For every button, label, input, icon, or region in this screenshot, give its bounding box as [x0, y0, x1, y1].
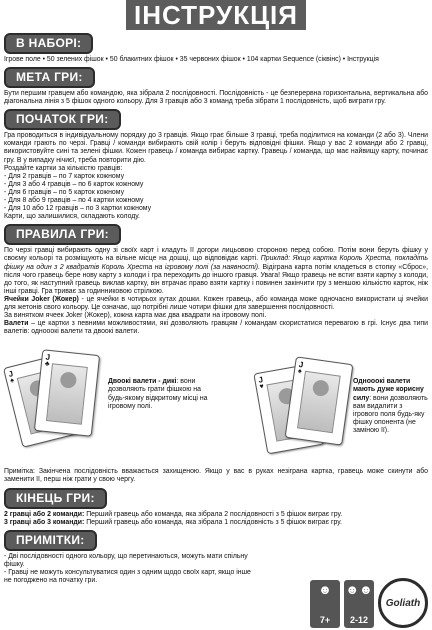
card-rank: J: [45, 352, 51, 363]
one-eyed-text: : вони дозволяють вам видалити з ігрового поля будь-яку фішку опонента (не заміною її).: [353, 394, 428, 434]
deal-item: - Для 8 або 9 гравців – по 4 картки кожному: [4, 197, 144, 205]
end-line-2: [4, 511, 428, 519]
jacks-text: – це картки з певними можливостями, які дозволяють гравцям / командам скористатися перевагою в грі. Існує два типи валетів: однооокі валети та двоокі валети.: [4, 320, 428, 336]
section-notes: [0, 527, 432, 585]
contents-text: Ігрове поле • 50 зелених фішок • 50 блакитних фішок • 35 червоних фішок • 104 картки Sequence (сіквінс) • Інструкція: [4, 56, 379, 63]
section-rules: [0, 221, 432, 484]
rules-text: По черзі гравці вибирають одну зі своїх карт і кладуть її догори лицьовою стороною перед собою. Потім вони беруть фішку у своєму кольорі та розміщують на вільне місце на дошці, що відповідає карті.: [4, 247, 428, 263]
section-header-rules: ПРАВИЛА ГРИ:: [4, 224, 121, 245]
two-eyed-text: : вони дозволяють грати фішкою на будь-якому відкритому місці на ігровому полі.: [108, 378, 208, 410]
goal-text: Бути першим гравцем або командою, яка зібрала 2 послідовності. Послідовність - це безперервна горизонтальна, вертикальна або діагональна лінія з 5 фішок одного кольору. Для 3 гравців або 3 команд треба зібрати 1 послідовність, щоб виграти гру.: [4, 90, 428, 106]
section-header-start: ПОЧАТОК ГРИ:: [4, 109, 121, 130]
deal-item: - Для 6 гравців – по 5 карток кожному: [4, 188, 125, 196]
section-goal: [0, 64, 432, 106]
one-eyed-title: Однооокі валети мають дуже корисну силу: [353, 378, 424, 402]
rules-paragraph-4: [4, 320, 428, 336]
rules-paragraph-2: [4, 296, 428, 312]
spade-icon: ♠: [297, 368, 303, 376]
brand-logo: [378, 578, 428, 628]
jack-face-icon: [46, 364, 88, 425]
section-end: [0, 485, 432, 527]
jacks-label: Валети: [4, 320, 29, 328]
club-icon: ♣: [44, 360, 50, 369]
jack-card-image: [285, 357, 354, 446]
spade-icon: ♠: [9, 377, 15, 386]
card-rank: J: [7, 369, 15, 380]
jack-face-icon: [297, 371, 341, 433]
joker-label: Ячейки Joker (Жокер): [4, 295, 79, 303]
rules-example: Приклад: Якщо картка Король Хреста, покладіть фішку на один з 2 квадратів Король Хреста на ігровому полі (за наявності).: [4, 255, 428, 271]
players-badge: [344, 580, 374, 628]
list-item: - Дві послідовності одного кольору, що перетинаються, можуть мати спільну фішку.: [4, 552, 248, 568]
section-header-end: КІНЕЦЬ ГРИ:: [4, 488, 107, 509]
page-title: [0, 0, 432, 30]
section-header-notes: ПРИМІТКИ:: [4, 530, 97, 551]
brand-text: Goliath: [385, 597, 421, 609]
age-badge: [310, 580, 340, 628]
rules-note: Примітка: Закінчена послідовність вважається захищеною. Якщо у вас в руках незіграна картка, гравець може скинути або заменити її, перш ніж грати у свою чергу.: [4, 468, 428, 484]
heart-icon: ♥: [259, 383, 265, 392]
start-text: Гра проводиться в індивідуальному порядку до 3 гравців. Якщо грає більше 3 гравці, треба поділитися на команди (2 або 3). Члени команди грають по черзі. Гравці / команди вибирають свій колір і беруть відповідні фішки. Якщо у вас 2 команди або 2 гравці, використовуйте сині та зелені фішки. Кожен гравець / команда вибирає картку. Гравець / команда, що має найвищу карту, починає гру. В у випадку нічиєї, треба повторити дію.: [4, 132, 428, 164]
deal-item: - Для 3 або 4 гравців – по 6 карток кожному: [4, 180, 144, 188]
list-item: - Гравці не можуть консультуватися один з одним щодо своїх карт, якщо інше не погоджено на початку гри.: [4, 568, 251, 584]
card-rank: J: [298, 360, 304, 370]
section-start: [0, 106, 432, 221]
deal-item: - Для 2 гравців – по 7 карток кожному: [4, 172, 125, 180]
end-label: 2 гравці або 2 команди:: [4, 510, 85, 518]
notes-list: [4, 553, 254, 585]
deal-intro: Роздайте картки за кількістю гравців:: [4, 164, 123, 172]
card-rank: J: [257, 375, 264, 386]
two-eyed-title: Двоокі валети - дикі: [108, 378, 177, 386]
section-contents: [0, 30, 432, 64]
joker-text: - це ячейки в чотирьох кутах дошки. Кожен гравець, або команда може одночасно використати ці ячейки для жетонів свого кольору. Це означає, що потрібні лише чотири фішки для завершення послідовності.: [4, 295, 428, 311]
rules-paragraph-1: [4, 247, 428, 296]
deal-outro: Карти, що залишилися, складають колоду.: [4, 213, 140, 221]
players-icon: ☻☻: [345, 582, 373, 597]
footer-badges: [310, 578, 428, 628]
jack-card-image: [34, 350, 100, 438]
person-icon: ☻: [318, 582, 332, 597]
end-label: 3 гравці або 3 команди:: [4, 518, 85, 526]
rules-paragraph-3: За винятком ячеек Joker (Жокер), кожна карта має два квадрати на ігровому полі.: [4, 312, 267, 320]
section-header-contents: В НАБОРІ:: [4, 33, 93, 54]
end-text: Перший гравець або команда, яка зібрала 2 послідовності з 5 фішок виграє гру.: [84, 510, 343, 518]
end-line-3: [4, 519, 428, 527]
rules-text: Відіграна карта потім кладеться в стопку «Сброс», після чого гравець бере нову карту з колоди і гра переходить до іншого гравця. Увага! Якщо гравець не встиг взяти картку з колоди, до того, як наступний гравець виклав картку, він втрачає право взяти картку і повинен закінчити гру з меншою кількістю карток, ніж інші гравці. Гра триває за годинниковою стрілкою.: [4, 263, 428, 295]
end-text: Перший гравець або команда, яка зібрала 1 послідовність з 5 фішок виграє гру.: [84, 518, 342, 526]
one-eyed-jacks-caption: [353, 378, 429, 435]
section-header-goal: МЕТА ГРИ:: [4, 67, 95, 88]
age-text: 7+: [319, 615, 331, 625]
page-title-text: ІНСТРУКЦІЯ: [126, 0, 306, 30]
jack-cards-illustration: [0, 338, 432, 466]
players-text: 2-12: [349, 615, 368, 625]
deal-item: - Для 10 або 12 гравців – по 3 картки кожному: [4, 205, 152, 213]
two-eyed-jacks-caption: [108, 378, 208, 410]
